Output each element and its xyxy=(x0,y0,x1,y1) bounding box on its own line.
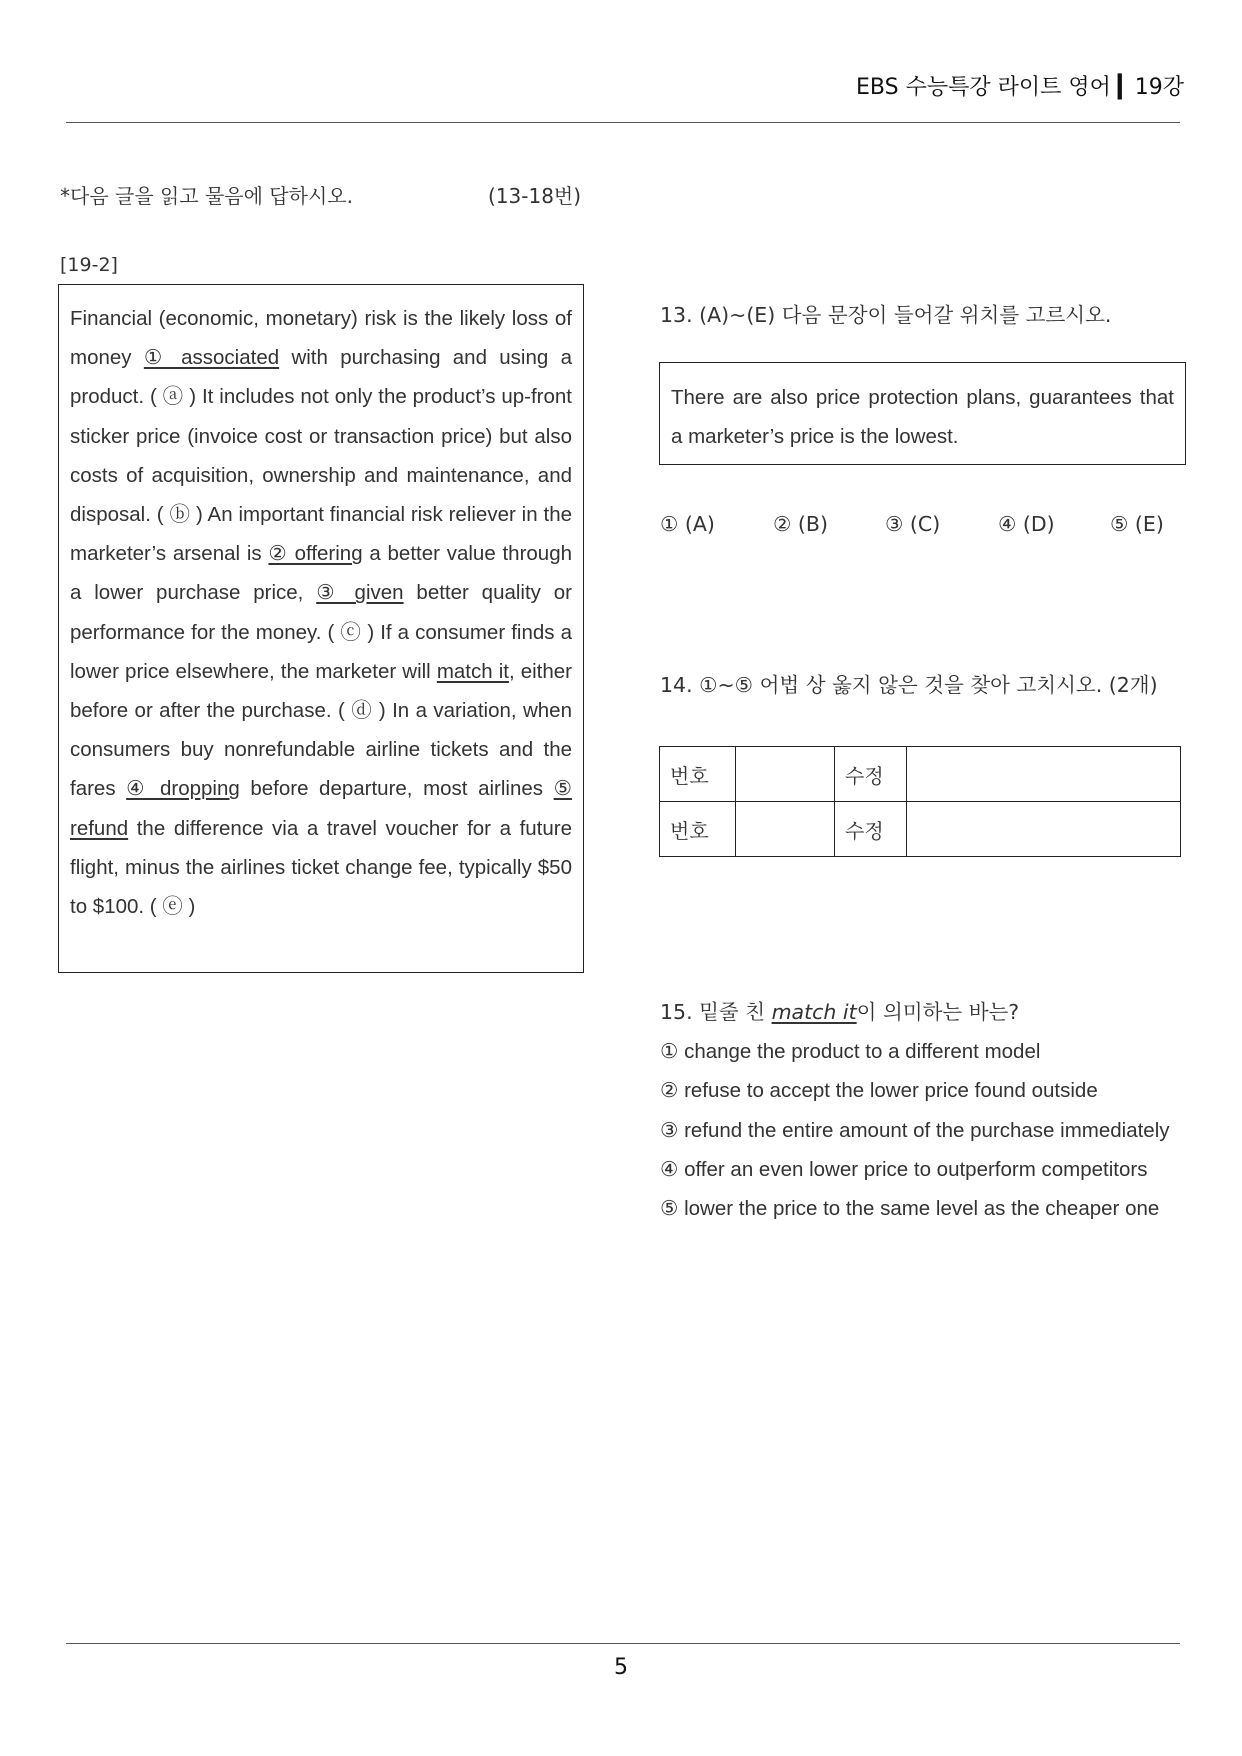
passage-segment: a better value through a lower purchase price, xyxy=(70,542,572,605)
q13-choice-a[interactable]: ① (A) xyxy=(660,512,715,536)
q15-title-phrase: match it xyxy=(771,1000,857,1024)
table-row xyxy=(660,802,1181,857)
q15-title-prefix: 15. 밑줄 친 xyxy=(660,1000,772,1024)
q14-answer-table xyxy=(659,746,1181,857)
instructions-range: (13-18번) xyxy=(488,184,582,208)
fix-label: 수정 xyxy=(835,747,907,802)
q15-title-suffix: 이 의미하는 바는? xyxy=(856,1000,1020,1024)
passage-segment: before departure, most airlines xyxy=(239,777,554,801)
number-label: 번호 xyxy=(660,802,736,857)
q15-block xyxy=(660,993,1183,1228)
number-answer-cell[interactable] xyxy=(736,747,835,802)
q15-option-5[interactable]: ⑤ lower the price to the same level as the cheaper one xyxy=(660,1197,1160,1221)
underlined-phrase-3: ③ given xyxy=(316,581,404,605)
q13-insert-box xyxy=(659,362,1186,465)
q13-insert-text: There are also price protection plans, guarantees that a marketer’s price is the lowest. xyxy=(671,386,1174,448)
q14-title: 14. ①~⑤ 어법 상 옳지 않은 것을 찾아 고치시오. (2개) xyxy=(660,673,1158,697)
q13-choice-d[interactable]: ④ (D) xyxy=(998,512,1055,536)
underlined-match-it: match it xyxy=(436,659,509,683)
passage-id: [19-2] xyxy=(60,254,118,276)
passage-segment: , either before or after the purchase. ( ⓓ ) In a variation, when consumers buy nonrefundable airline tickets and the fares xyxy=(70,659,573,801)
underlined-phrase-5: ⑤ refund xyxy=(70,777,572,840)
number-label: 번호 xyxy=(660,747,736,802)
underlined-phrase-4: ④ dropping xyxy=(126,777,240,801)
passage-text xyxy=(70,299,572,926)
underlined-phrase-1: ① associated xyxy=(143,346,280,370)
q13-choice-c[interactable]: ③ (C) xyxy=(885,512,941,536)
q15-option-4[interactable]: ④ offer an even lower price to outperform competitors xyxy=(660,1157,1148,1181)
passage-box xyxy=(58,284,584,973)
q15-title xyxy=(660,993,1183,1032)
number-answer-cell[interactable] xyxy=(736,802,835,857)
passage-segment: better quality or performance for the money. ( ⓒ ) If a consumer finds a lower price elsewhere, the marketer will xyxy=(70,581,572,683)
fix-answer-cell[interactable] xyxy=(907,747,1181,802)
underlined-phrase-2: ② offering xyxy=(268,542,363,566)
fix-label: 수정 xyxy=(835,802,907,857)
footer-divider xyxy=(66,1643,1180,1644)
page-number: 5 xyxy=(614,1655,628,1680)
fix-answer-cell[interactable] xyxy=(907,802,1181,857)
q15-option-3[interactable]: ③ refund the entire amount of the purchase immediately xyxy=(660,1118,1170,1142)
q13-title: 13. (A)~(E) 다음 문장이 들어갈 위치를 고르시오. xyxy=(660,303,1112,327)
q15-option-2[interactable]: ② refuse to accept the lower price found outside xyxy=(660,1079,1098,1103)
passage-segment: with purchasing and using a product. ( ⓐ ) It includes not only the product’s up-front sticker price (invoice cost or transaction price) but also costs of acquisition, ownership and maintenance, and disposal. ( ⓑ ) An important financial risk reliever in the marketer’s arsenal is xyxy=(70,346,572,566)
q15-option-1[interactable]: ① change the product to a different model xyxy=(660,1040,1041,1064)
passage-segment: Financial (economic, monetary) risk is the likely loss of money xyxy=(70,307,572,370)
header-title: EBS 수능특강 라이트 영어 ▎19강 xyxy=(856,75,1184,100)
table-row xyxy=(660,747,1181,802)
instructions-text: *다음 글을 읽고 물음에 답하시오. xyxy=(60,184,353,208)
q13-choice-e[interactable]: ⑤ (E) xyxy=(1110,512,1164,536)
header-divider xyxy=(66,122,1180,123)
q13-choice-b[interactable]: ② (B) xyxy=(773,512,828,536)
passage-segment: the difference via a travel voucher for a future flight, minus the airlines ticket change fee, typically $50 to $100. ( ⓔ ) xyxy=(70,816,572,919)
